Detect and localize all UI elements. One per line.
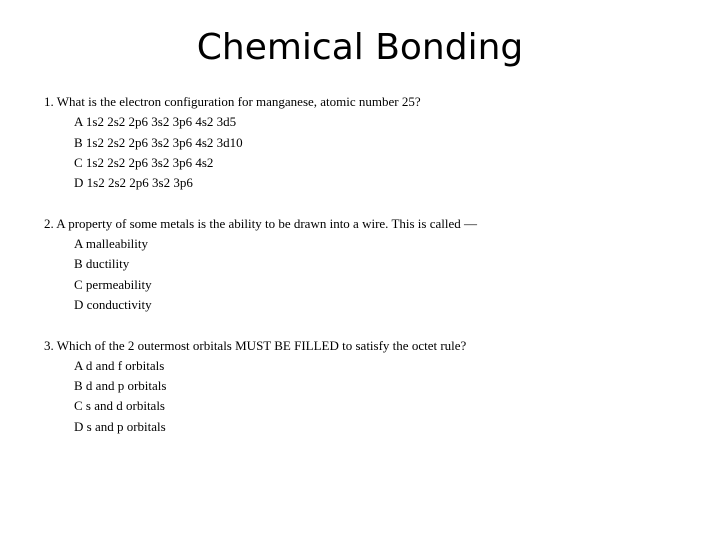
question-1 (44, 92, 704, 193)
slide-title: Chemical Bonding (196, 27, 524, 68)
question-list (44, 92, 704, 457)
answer-option-d: D conductivity (74, 296, 152, 312)
answer-option-b: B ductility (74, 256, 130, 272)
question-3 (44, 336, 704, 437)
question-stem: 1. What is the electron configuration for manganese, atomic number 25? (44, 94, 421, 109)
question-stem: 2. A property of some metals is the ability to be drawn into a wire. This is called — (44, 215, 478, 231)
answer-option-a: A d and f orbitals (74, 357, 165, 373)
answer-option-b: B 1s2 2s2 2p6 3s2 3p6 4s2 3d10 (74, 134, 243, 150)
question-2 (44, 214, 704, 315)
question-stem: 3. Which of the 2 outermost orbitals MUST BE FILLED to satisfy the octet rule? (44, 337, 467, 353)
answer-option-a: A 1s2 2s2 2p6 3s2 3p6 4s2 3d5 (74, 114, 237, 130)
answer-option-a: A malleability (74, 236, 149, 252)
answer-option-c: C s and d orbitals (74, 398, 165, 414)
answer-option-c: C permeability (74, 276, 152, 292)
answer-option-d: D s and p orbitals (74, 418, 166, 434)
answer-option-c: C 1s2 2s2 2p6 3s2 3p6 4s2 (74, 154, 214, 170)
answer-option-d: D 1s2 2s2 2p6 3s2 3p6 (74, 175, 193, 191)
answer-option-b: B d and p orbitals (74, 378, 167, 394)
